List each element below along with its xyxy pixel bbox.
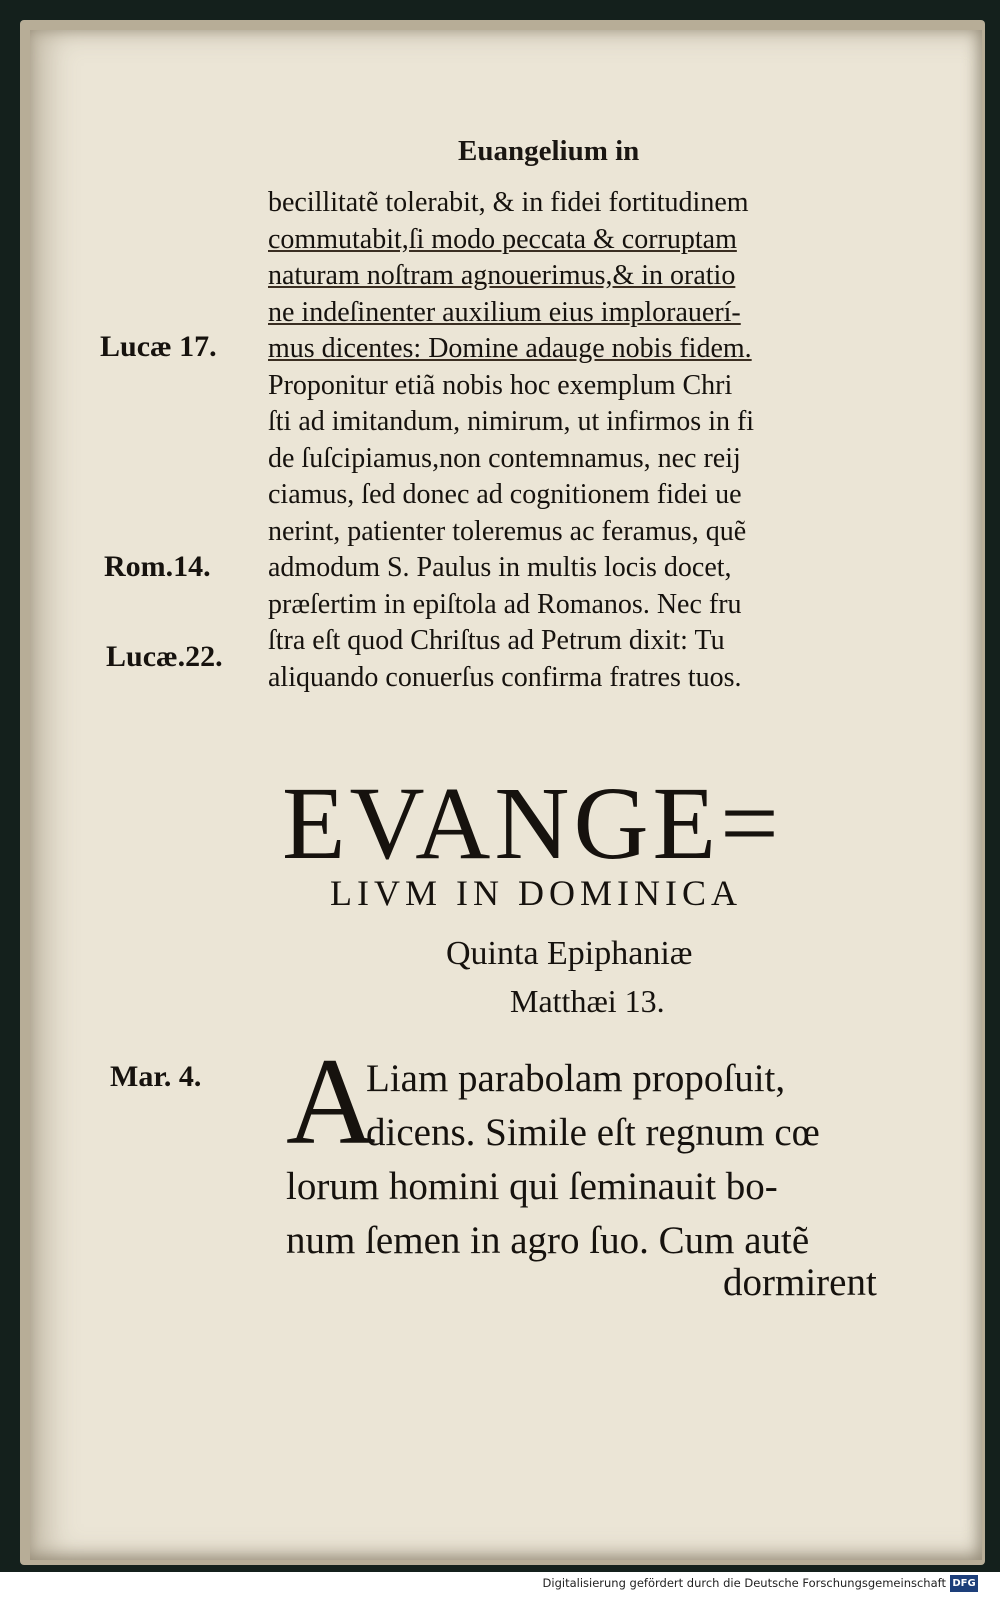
- margin-ref-mar4: Mar. 4.: [110, 1060, 202, 1093]
- gospel-line: lorum homini qui ſeminauit bo-: [286, 1165, 778, 1208]
- body-line: admodum S. Paulus in multis locis docet,: [268, 552, 732, 583]
- gospel-text: [286, 1052, 926, 1268]
- body-line: ſti ad imitandum, nimirum, ut infirmos in fi: [268, 406, 755, 437]
- body-line: mus dicentes: Domine adauge nobis fidem.: [268, 333, 752, 364]
- body-line: becillitatẽ tolerabit, & in fidei fortitudinem: [268, 187, 749, 218]
- section-subtitle: LIVM IN DOMINICA: [330, 873, 742, 913]
- body-line: nerint, patienter toleremus ac feramus, quẽ: [268, 515, 747, 547]
- body-line: aliquando conuerſus confirma fratres tuos.: [268, 661, 742, 693]
- margin-ref-rom14: Rom.14.: [104, 550, 211, 583]
- body-line: commutabit,ſi modo peccata & corruptam: [268, 223, 737, 255]
- body-line: Proponitur etiã nobis hoc exemplum Chri: [268, 369, 733, 401]
- running-head: Euangelium in: [458, 135, 640, 167]
- section-subtitle-line2: Quinta Epiphaniæ: [446, 935, 693, 972]
- margin-ref-luc17: Lucæ 17.: [100, 330, 217, 363]
- margin-ref-luc22: Lucæ.22.: [106, 640, 223, 673]
- section-subtitle-line3: Matthæi 13.: [510, 983, 665, 1019]
- digitization-footer: [0, 1572, 1000, 1599]
- gospel-line: num ſemen in agro ſuo. Cum autẽ: [286, 1219, 810, 1262]
- gospel-line: Liam parabolam propoſuit,: [366, 1057, 786, 1100]
- dfg-logo: DFG: [950, 1575, 978, 1592]
- drop-cap: A: [286, 1033, 376, 1170]
- section-title: EVANGE=: [282, 766, 783, 881]
- body-line: naturam noſtram agnouerimus,& in oratio: [268, 260, 736, 291]
- body-line: præſertim in epiſtola ad Romanos. Nec fru: [268, 588, 742, 620]
- footer-credit: Digitalisierung gefördert durch die Deutsche Forschungsgemeinschaft: [542, 1576, 946, 1590]
- body-line: ne indeſinenter auxilium eius implorauerí-: [268, 296, 741, 328]
- catchword: dormirent: [723, 1261, 877, 1304]
- gospel-line: dicens. Simile eſt regnum cœ: [366, 1111, 820, 1154]
- body-line: ciamus, ſed donec ad cognitionem fidei ue: [268, 479, 742, 510]
- body-line: de ſuſcipiamus,non contemnamus, nec reij: [268, 442, 741, 474]
- body-text: [268, 185, 923, 696]
- body-line: ſtra eſt quod Chriſtus ad Petrum dixit: Tu: [268, 625, 725, 656]
